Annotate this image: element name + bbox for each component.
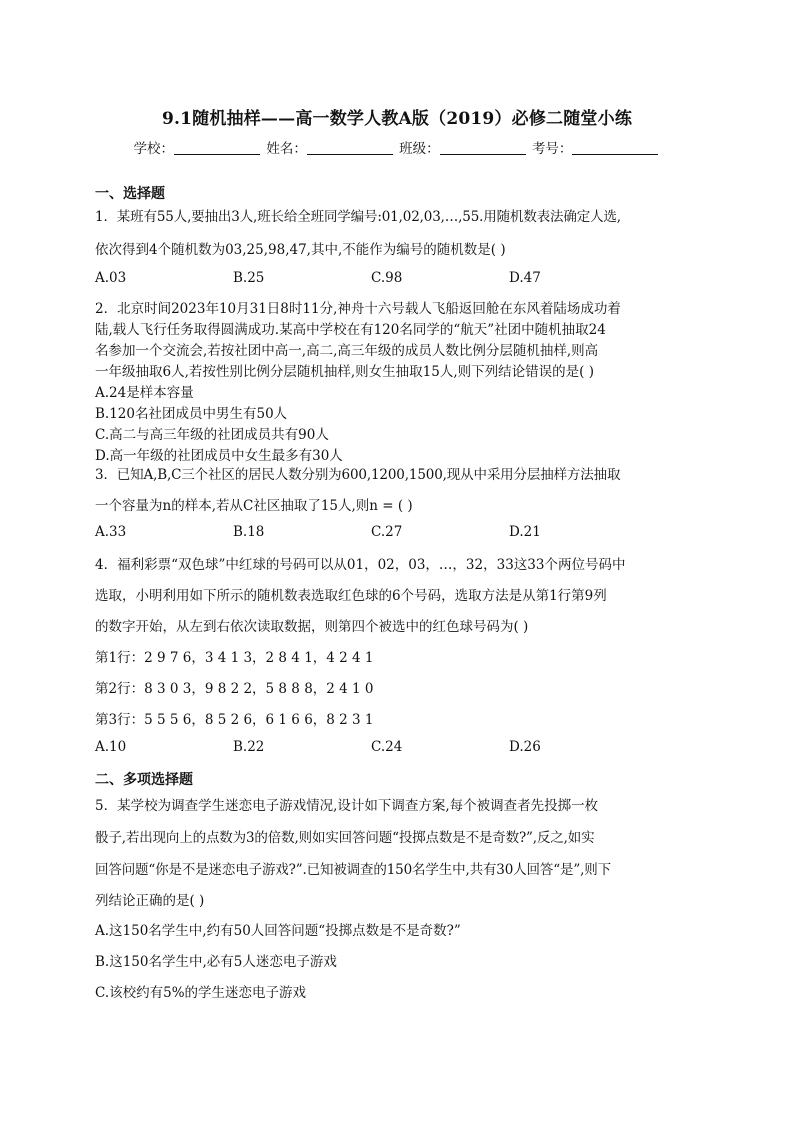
q1-option-a: A.03: [95, 270, 127, 286]
q4-option-b: B.22: [233, 739, 265, 755]
q1-option-c: C.98: [371, 270, 403, 286]
q2-line: 名参加一个交流会,若按社团中高一,高二,高三年级的成员人数比例分层随机抽样,则高: [95, 343, 599, 359]
q5-line: 5．某学校为调查学生迷恋电子游戏情况,设计如下调查方案,每个被调查者先投掷一枚: [95, 798, 599, 814]
school-label: 学校：: [133, 141, 175, 157]
q5-option-c: C.该校约有5%的学生迷恋电子游戏: [95, 985, 307, 1001]
q4-line: 选取，小明利用如下所示的随机数表选取红色球的6个号码，选取方法是从第1行第9列: [95, 588, 607, 604]
q2-option-d: D.高一年级的社团成员中女生最多有30人: [95, 448, 343, 464]
section-heading-choice: 一、选择题: [95, 186, 165, 202]
number-label: 考号：: [531, 141, 573, 157]
q4-random-row-3: 第3行：5 5 5 6，8 5 2 6，6 1 6 6，8 2 3 1: [95, 712, 374, 728]
number-blank[interactable]: [572, 154, 658, 155]
q2-option-c: C.高二与高三年级的社团成员共有90人: [95, 427, 329, 443]
q4-random-row-1: 第1行：2 9 7 6，3 4 1 3，2 8 4 1，4 2 4 1: [95, 650, 374, 666]
q1-option-d: D.47: [509, 270, 541, 286]
q4-random-row-2: 第2行：8 3 0 3，9 8 2 2，5 8 8 8，2 4 1 0: [95, 681, 374, 697]
q1-line: 依次得到4个随机数为03,25,98,47,其中,不能作为编号的随机数是( ): [95, 242, 506, 258]
q5-line: 骰子,若出现向上的点数为3的倍数,则如实回答问题“投掷点数是不是奇数?”,反之,如实: [95, 830, 595, 846]
q4-option-a: A.10: [95, 739, 127, 755]
q3-line: 一个容量为n的样本,若从C社区抽取了15人,则n = ( ): [95, 498, 413, 514]
q1-line: 1．某班有55人,要抽出3人,班长给全班同学编号:01,02,03,…,55.用随机数表法确定人选,: [95, 209, 621, 225]
section-heading-multi: 二、多项选择题: [95, 772, 193, 788]
q4-line: 4．福利彩票“双色球”中红球的号码可以从01，02，03，…，32，33这33个两位号码中: [95, 557, 626, 573]
name-label: 姓名：: [266, 141, 307, 157]
q1-option-b: B.25: [233, 270, 265, 286]
q5-option-a: A.这150名学生中,约有50人回答问题“投掷点数是不是奇数?”: [95, 923, 461, 939]
name-blank[interactable]: [307, 154, 393, 155]
q2-line: 陆,载人飞行任务取得圆满成功.某高中学校在有120名同学的“航天”社团中随机抽取24: [95, 322, 606, 338]
q5-option-b: B.这150名学生中,必有5人迷恋电子游戏: [95, 954, 337, 970]
school-blank[interactable]: [174, 154, 260, 155]
q3-option-d: D.21: [509, 524, 541, 540]
student-info-line: [0, 137, 794, 157]
class-label: 班级：: [399, 141, 440, 157]
q4-option-c: C.24: [371, 739, 403, 755]
q3-option-c: C.27: [371, 524, 403, 540]
q2-line: 一年级抽取6人,若按性别比例分层随机抽样,则女生抽取15人,则下列结论错误的是( ): [95, 364, 594, 380]
q3-option-b: B.18: [233, 524, 265, 540]
q3-line: 3．已知A,B,C三个社区的居民人数分别为600,1200,1500,现从中采用分层抽样方法抽取: [95, 467, 621, 483]
q2-line: 2．北京时间2023年10月31日8时11分,神舟十六号载人飞船返回舱在东风着陆场成功着: [95, 301, 621, 317]
q4-line: 的数字开始，从左到右依次读取数据，则第四个被选中的红色球号码为( ): [95, 619, 529, 635]
q3-option-a: A.33: [95, 524, 127, 540]
document-title: 9.1随机抽样——高一数学人教A版（2019）必修二随堂小练: [161, 109, 633, 129]
q5-line: 回答问题“你是不是迷恋电子游戏?”.已知被调查的150名学生中,共有30人回答“是”,则下: [95, 862, 611, 878]
q2-option-a: A.24是样本容量: [95, 385, 194, 401]
q2-option-b: B.120名社团成员中男生有50人: [95, 406, 288, 422]
class-blank[interactable]: [440, 154, 526, 155]
q5-line: 列结论正确的是( ): [95, 893, 205, 909]
q4-option-d: D.26: [509, 739, 541, 755]
